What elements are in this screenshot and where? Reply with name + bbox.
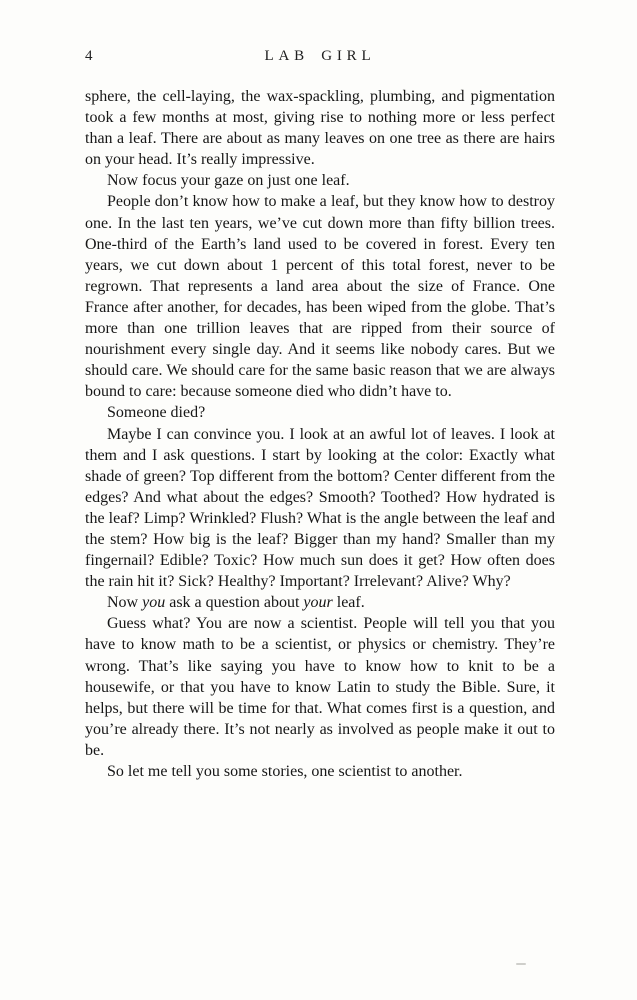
- paragraph: [85, 761, 555, 782]
- scan-artifact: [516, 963, 526, 965]
- body-text: People don’t know how to make a leaf, but they know how to destroy one. In the last ten years, we’ve cut down more than fifty billion trees. One-third of the Earth’s land used to be covered in forest. Every ten years, we cut down about 1 percent of this total forest, never to be regrown. That represents a land area about the size of France. One France after another, for decades, has been wiped from the globe. That’s more than one trillion leaves that are ripped from their source of nourishment every single day. And it seems like nobody cares. But we should care. We should care for the same basic reason that we are always bound to care: because someone died who didn’t have to.: [85, 193, 555, 401]
- italic-text: your: [303, 594, 333, 612]
- paragraph: [85, 613, 555, 761]
- body-text: sphere, the cell-laying, the wax-spackling, plumbing, and pigmentation took a few months at most, giving rise to nothing more or less perfect than a leaf. There are about as many leaves on one tree as there are hairs on your head. It’s really impressive.: [85, 88, 555, 169]
- page-number: 4: [85, 48, 93, 64]
- body-text: leaf.: [332, 594, 365, 612]
- body-text: Guess what? You are now a scientist. People will tell you that you have to know math to be a scientist, or physics or chemistry. They’re wrong. That’s like saying you have to know how to knit to be a housewife, or that you have to know Latin to study the Bible. Sure, it helps, but there will be time for that. What comes first is a question, and you’re already there. It’s not nearly as involved as people make it out to be.: [85, 615, 555, 759]
- page-header: [85, 48, 555, 70]
- body-text: Now: [107, 594, 143, 612]
- paragraph: [85, 170, 555, 191]
- body-text: ask a question about: [165, 594, 304, 612]
- paragraph: [85, 191, 555, 402]
- body-text: Maybe I can convince you. I look at an awful lot of leaves. I look at them and I ask questions. I start by looking at the color: Exactly what shade of green? Top different from the bottom? Center different from the edges? And what about the edges? Smooth? Toothed? How hydrated is the leaf? Limp? Wrinkled? Flush? What is the angle between the leaf and the stem? How big is the leaf? Bigger than my hand? Smaller than my fingernail? Edible? Toxic? How much sun does it get? How often does the rain hit it? Sick? Healthy? Important? Irrelevant? Alive? Why?: [85, 425, 555, 591]
- paragraph: [85, 402, 555, 423]
- paragraph: [85, 86, 555, 170]
- body-text: So let me tell you some stories, one scientist to another.: [107, 763, 463, 780]
- italic-text: you: [142, 594, 166, 612]
- running-title: LAB GIRL: [264, 48, 376, 64]
- body-text: Someone died?: [107, 404, 206, 422]
- paragraph: [85, 592, 555, 613]
- body-text: Now focus your gaze on just one leaf.: [107, 172, 350, 190]
- paragraph: [85, 424, 555, 593]
- text-block: [85, 86, 555, 782]
